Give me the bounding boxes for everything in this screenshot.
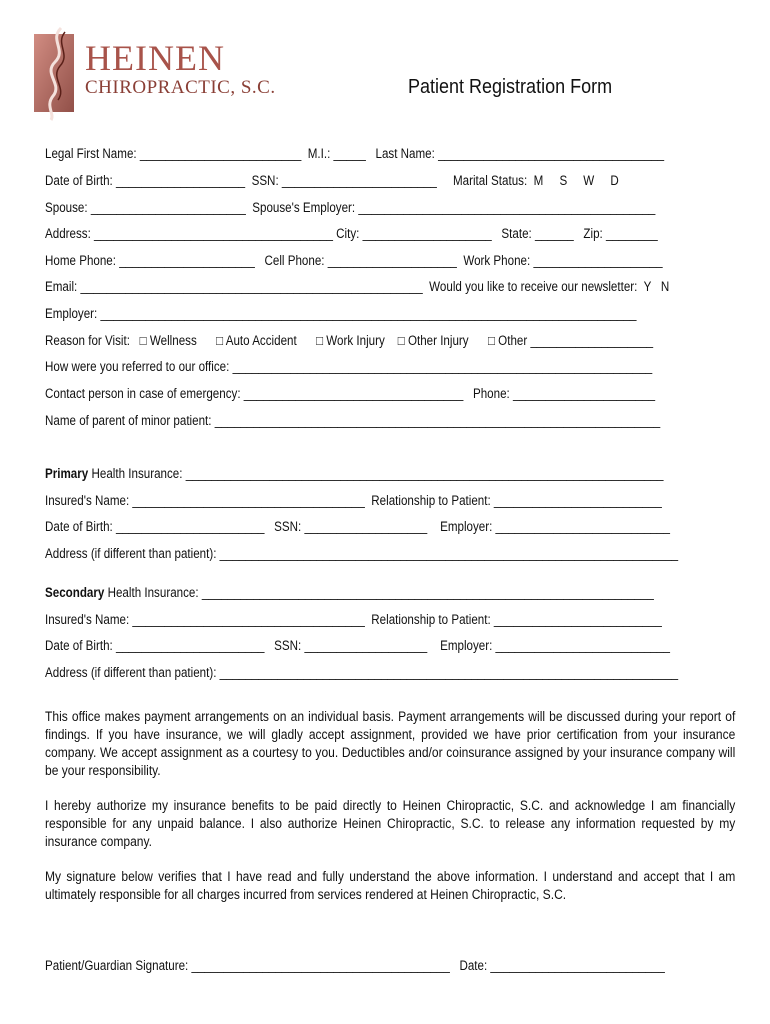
minor-parent-row[interactable]: Name of parent of minor patient: _____________________________________________________________________ xyxy=(45,413,661,428)
emergency-contact-row[interactable]: Contact person in case of emergency: __________________________________ Phone: ______________________ xyxy=(45,386,656,401)
primary-insured-address-row[interactable]: Address (if different than patient): _______________________________________________________________________ xyxy=(45,546,679,561)
secondary-insured-address-row[interactable]: Address (if different than patient): _______________________________________________________________________ xyxy=(45,665,679,680)
secondary-insurance-field[interactable]: Health Insurance: ______________________________________________________________________ xyxy=(104,585,654,600)
spouse-row[interactable]: Spouse: ________________________ Spouse's Employer: ______________________________________________ xyxy=(45,200,656,215)
signature-date-row[interactable]: Patient/Guardian Signature: ________________________________________ Date: ___________________________ xyxy=(45,958,665,973)
authorization-paragraph: I hereby authorize my insurance benefits to be paid directly to Heinen Chiropractic, S.C. and acknowledge I am financially responsible for any unpaid balance. I also authorize Heinen Chiropractic, S.C. to release any information requested by my insurance company. xyxy=(45,798,736,849)
signature-note-paragraph: My signature below verifies that I have read and fully understand the above information. I understand and accept that I am ultimately responsible for all charges incurred from services rendered at Heinen Chiropractic, S.C. xyxy=(45,869,736,902)
birth-ssn-marital-row[interactable]: Date of Birth: ____________________ SSN: ________________________ Marital Status: M S W D xyxy=(45,173,619,188)
secondary-insured-name-row[interactable]: Insured's Name: ____________________________________ Relationship to Patient: __________________________ xyxy=(45,612,662,627)
address-row[interactable]: Address: _____________________________________ City: ____________________ State: ______ Zip: ________ xyxy=(45,226,658,241)
secondary-insurance-row[interactable] xyxy=(45,585,654,601)
primary-label: Primary xyxy=(45,466,89,481)
primary-insured-name-row[interactable]: Insured's Name: ____________________________________ Relationship to Patient: __________________________ xyxy=(45,493,662,508)
logo-emblem-icon xyxy=(33,26,79,121)
payment-paragraph: This office makes payment arrangements on an individual basis. Payment arrangements will be discussed during your report of findings. If you have insurance, we will gladly accept assignment, provided we have prior certification from your insurance company. We accept assignment as a courtesy to you. Deductibles and/or coinsurance assigned by your insurance company will be your responsibility. xyxy=(45,709,736,778)
email-newsletter-row[interactable]: Email: _____________________________________________________ Would you like to receive our newsletter: Y N xyxy=(45,279,670,294)
primary-insurance-field[interactable]: Health Insurance: __________________________________________________________________________ xyxy=(88,466,664,481)
secondary-insured-dob-row[interactable]: Date of Birth: _______________________ SSN: ___________________ Employer: ___________________________ xyxy=(45,638,670,653)
logo-name: HEINEN xyxy=(85,38,225,78)
secondary-label: Secondary xyxy=(45,585,105,600)
legal-name-row[interactable]: Legal First Name: _________________________ M.I.: _____ Last Name: ___________________________________ xyxy=(45,146,665,161)
employer-row[interactable]: Employer: ___________________________________________________________________________________ xyxy=(45,306,637,321)
referral-row[interactable]: How were you referred to our office: _________________________________________________________________ xyxy=(45,359,653,374)
phone-row[interactable]: Home Phone: _____________________ Cell Phone: ____________________ Work Phone: ____________________ xyxy=(45,253,663,268)
primary-insurance-row[interactable] xyxy=(45,466,664,482)
reason-for-visit-row[interactable]: Reason for Visit: □ Wellness □ Auto Accident □ Work Injury □ Other Injury □ Other ___________________ xyxy=(45,333,654,348)
form-title: Patient Registration Form xyxy=(408,76,613,98)
clinic-logo xyxy=(33,26,283,121)
primary-insured-dob-row[interactable]: Date of Birth: _______________________ SSN: ___________________ Employer: ___________________________ xyxy=(45,519,670,534)
logo-subtitle: CHIROPRACTIC, S.C. xyxy=(85,77,276,98)
